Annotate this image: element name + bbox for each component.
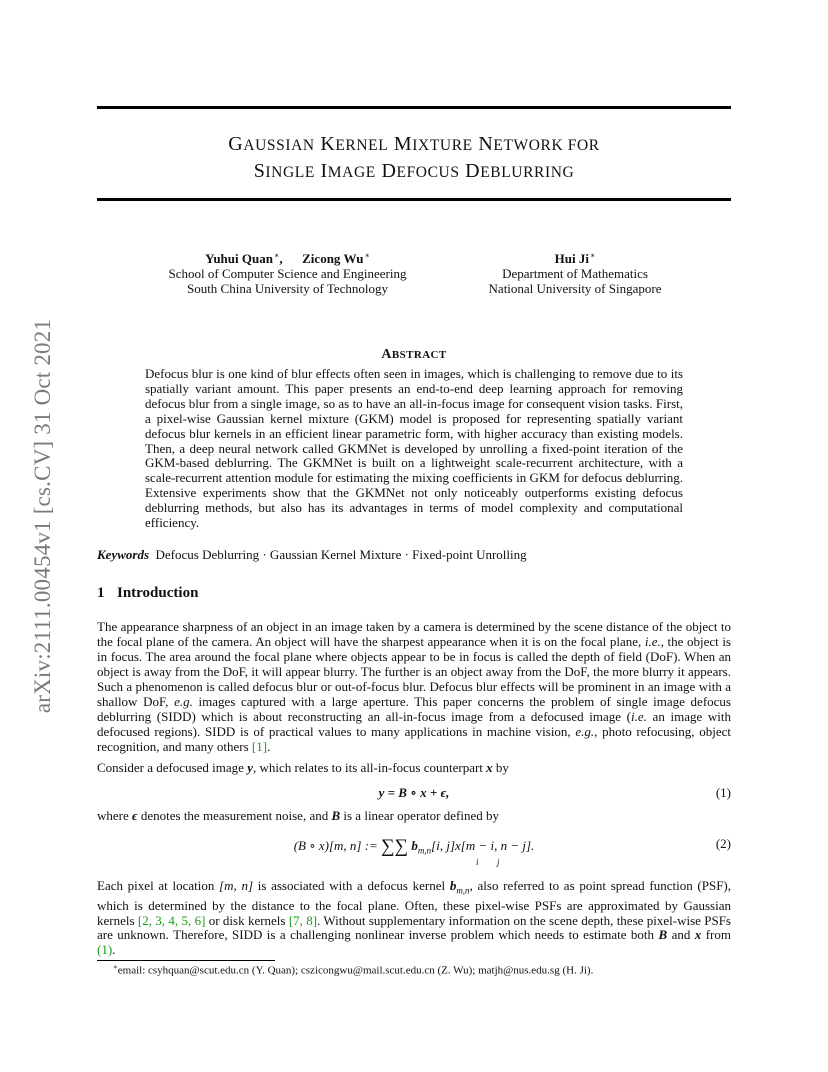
affiliation: Department of Mathematics <box>502 266 648 281</box>
section-heading-introduction: 1 Introduction <box>97 585 199 601</box>
author-group-2: Hui Ji∗ Department of Mathematics National University of Singapore <box>470 248 680 296</box>
affiliation: National University of Singapore <box>488 281 662 296</box>
footnote: ∗email: csyhquan@scut.edu.cn (Y. Quan); cszicongwu@mail.scut.edu.cn (Z. Wu); matjh@nus.edu.sg (H. Ji). <box>113 963 594 977</box>
equation-2: (B ∘ x)[m, n] := ∑∑ $b_{m,n}[i$, j]x[m − i, n − j]. i j (2) <box>293 836 731 867</box>
author-name: Hui Ji <box>554 251 589 266</box>
author-name: Zicong Wu <box>302 251 364 266</box>
equation-number: (2) <box>715 836 731 851</box>
intro-paragraph-3: where ϵ denotes the measurement noise, and B is a linear operator defined by <box>97 808 499 823</box>
citation-link[interactable]: [1] <box>251 738 268 754</box>
arxiv-identifier: arXiv:2111.00454v1 [cs.CV] 31 Oct 2021 <box>30 318 55 714</box>
intro-paragraph-2: Consider a defocused image y, which relates to its all-in-focus counterpart x by <box>97 760 509 775</box>
paper-title-line-1: GAUSSIAN KERNEL MIXTURE NETWORK FOR <box>228 133 600 155</box>
abstract-text: Defocus blur is one kind of blur effects often seen in images, which is challenging to remove due to its spatially variant amount. This paper presents an end-to-end deep learning approach for removing defocus blur from a single image, so as to have an all-in-focus image for consequent vision tasks. First, a pixel-wise Gaussian kernel mixture (GKM) model is proposed for representing spatially variant defocus blur kernels in an efficient linear parametric form, with higher accuracy than existing models. Then, a deep neural network called GKMNet is developed by unrolling a fixed-point iteration of the GKM-based deblurring. The GKMNet is built on a lightweight scale-recurrent architecture, with a scale-recurrent attention module for estimating the mixing coefficients in GKM for defocus deblurring. Extensive experiments show that the GKMNet not only noticeably outperforms existing defocus deblurring methods, but also has its advantages in terms of model complexity and computational efficiency. <box>145 366 683 531</box>
affiliation: School of Computer Science and Engineering <box>168 266 407 281</box>
equation-1: y = B ∘ x + ϵ, (1) <box>378 785 731 800</box>
citation-link[interactable]: [7, 8] <box>288 912 318 928</box>
author-group-1: Yuhui Quan∗, Zicong Wu∗ School of Computer Science and Engineering South China University of Technology <box>150 248 425 296</box>
intro-paragraph-4: Each pixel at location [m, n] is associated with a defocus kernel $b_{m,n}$, also referred to as point spread function (PSF), which is determined by the distance to the focal plane. Often, these pixel-wise PSFs are approximated by Gaussian kernels [2, 3, 4, 5, 6] or disk kernels [7, 8]. Without supplementary information on the scene depth, these pixel-wise PSFs are unknown. Therefore, SIDD is a challenging nonlinear inverse problem which needs to estimate both B and x from (1). <box>97 878 731 958</box>
abstract-heading: ABSTRACT <box>381 347 447 362</box>
footnote-rule <box>97 960 275 961</box>
intro-paragraph-1: The appearance sharpness of an object in an image taken by a camera is determined by the scene distance of the object to the focal plane of the camera. An object will have the sharpest appearance when it is on the focal plane, i.e., the object is in focus. The area around the focal plane where objects appear to be in focus is called the depth of field (DoF). When an object is away from the DoF, it will appear blurry. The further is an object away from the DoF, the more blurry it appears. Such a phenomenon is called defocus blur or out-of-focus blur. Defocus blur effects will be prominent in an image with a shallow DoF, e.g. images captured with a large aperture. This paper concerns the problem of single image defocus deblurring (SIDD) which is about reconstructing an all-in-focus image from a defocused image (i.e. an image with defocused regions). SIDD is of practical values to many applications in machine vision, e.g., photo refocusing, object recognition, and many others [1]. <box>97 619 732 754</box>
keywords <box>97 547 527 563</box>
paper-title-line-2: SINGLE IMAGE DEFOCUS DEBLURRING <box>253 160 575 182</box>
title-top-rule <box>97 106 731 109</box>
equation-number: (1) <box>715 785 731 800</box>
keywords-text: Defocus Deblurring · Gaussian Kernel Mixture · Fixed-point Unrolling <box>155 547 527 562</box>
citation-link[interactable]: [2, 3, 4, 5, 6] <box>137 912 206 928</box>
author-name: Yuhui Quan <box>205 251 273 266</box>
keywords-label: Keywords <box>97 547 149 562</box>
equation-link[interactable]: (1) <box>97 942 113 958</box>
affiliation: South China University of Technology <box>186 281 389 296</box>
title-bottom-rule <box>97 198 731 201</box>
